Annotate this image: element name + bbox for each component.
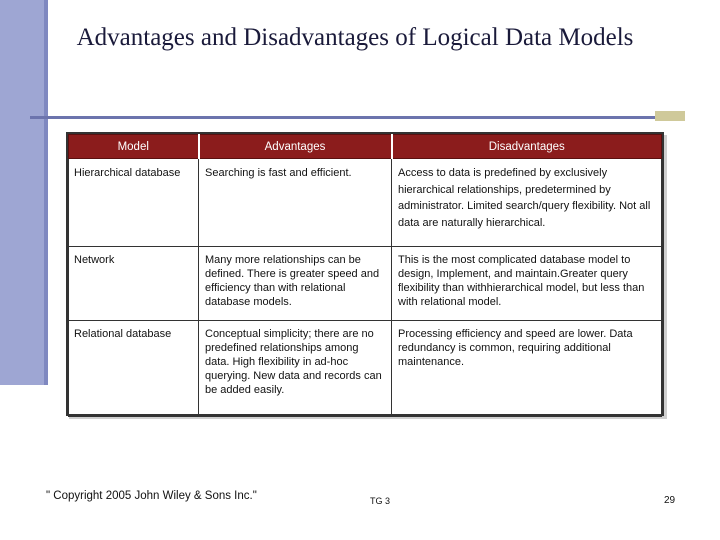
cell-disadvantages: Processing efficiency and speed are lower. Data redundancy is common, requiring additional maintenance.: [392, 321, 662, 417]
title-divider-accent: [655, 111, 685, 119]
cell-model: Relational database: [69, 321, 199, 417]
footer-label: TG 3: [370, 496, 391, 506]
header-disadvantages: Disadvantages: [392, 135, 662, 159]
header-advantages: Advantages: [199, 135, 392, 159]
table-row: [69, 159, 662, 247]
left-accent-bar-edge: [44, 0, 48, 385]
left-accent-bar: [0, 0, 48, 385]
table-row: [69, 247, 662, 321]
footer-copyright: " Copyright 2005 John Wiley & Sons Inc.": [46, 490, 257, 502]
comparison-table: [66, 132, 664, 416]
slide-title: Advantages and Disadvantages of Logical Data Models: [76, 24, 634, 51]
cell-disadvantages: Access to data is predefined by exclusively hierarchical relationships, predetermined by administrator. Limited search/query flexibility. Not all data are naturally hierarchical.: [392, 159, 662, 247]
header-model: Model: [69, 135, 199, 159]
cell-disadvantages: This is the most complicated database model to design, Implement, and maintain.Greater query flexibility than withhierarchical model, but less than with relational model.: [392, 247, 662, 321]
page-number: 29: [664, 495, 676, 506]
title-divider-accent-line: [655, 119, 685, 121]
cell-model: Hierarchical database: [69, 159, 199, 247]
cell-advantages: Conceptual simplicity; there are no predefined relationships among data. High flexibility in ad-hoc querying. New data and records can be added easily.: [199, 321, 392, 417]
table-header-row: [69, 135, 662, 159]
cell-model: Network: [69, 247, 199, 321]
cell-advantages: Searching is fast and efficient.: [199, 159, 392, 247]
table-row: [69, 321, 662, 417]
cell-advantages: Many more relationships can be defined. There is greater speed and efficiency than with relational database models.: [199, 247, 392, 321]
title-divider: [30, 116, 655, 119]
